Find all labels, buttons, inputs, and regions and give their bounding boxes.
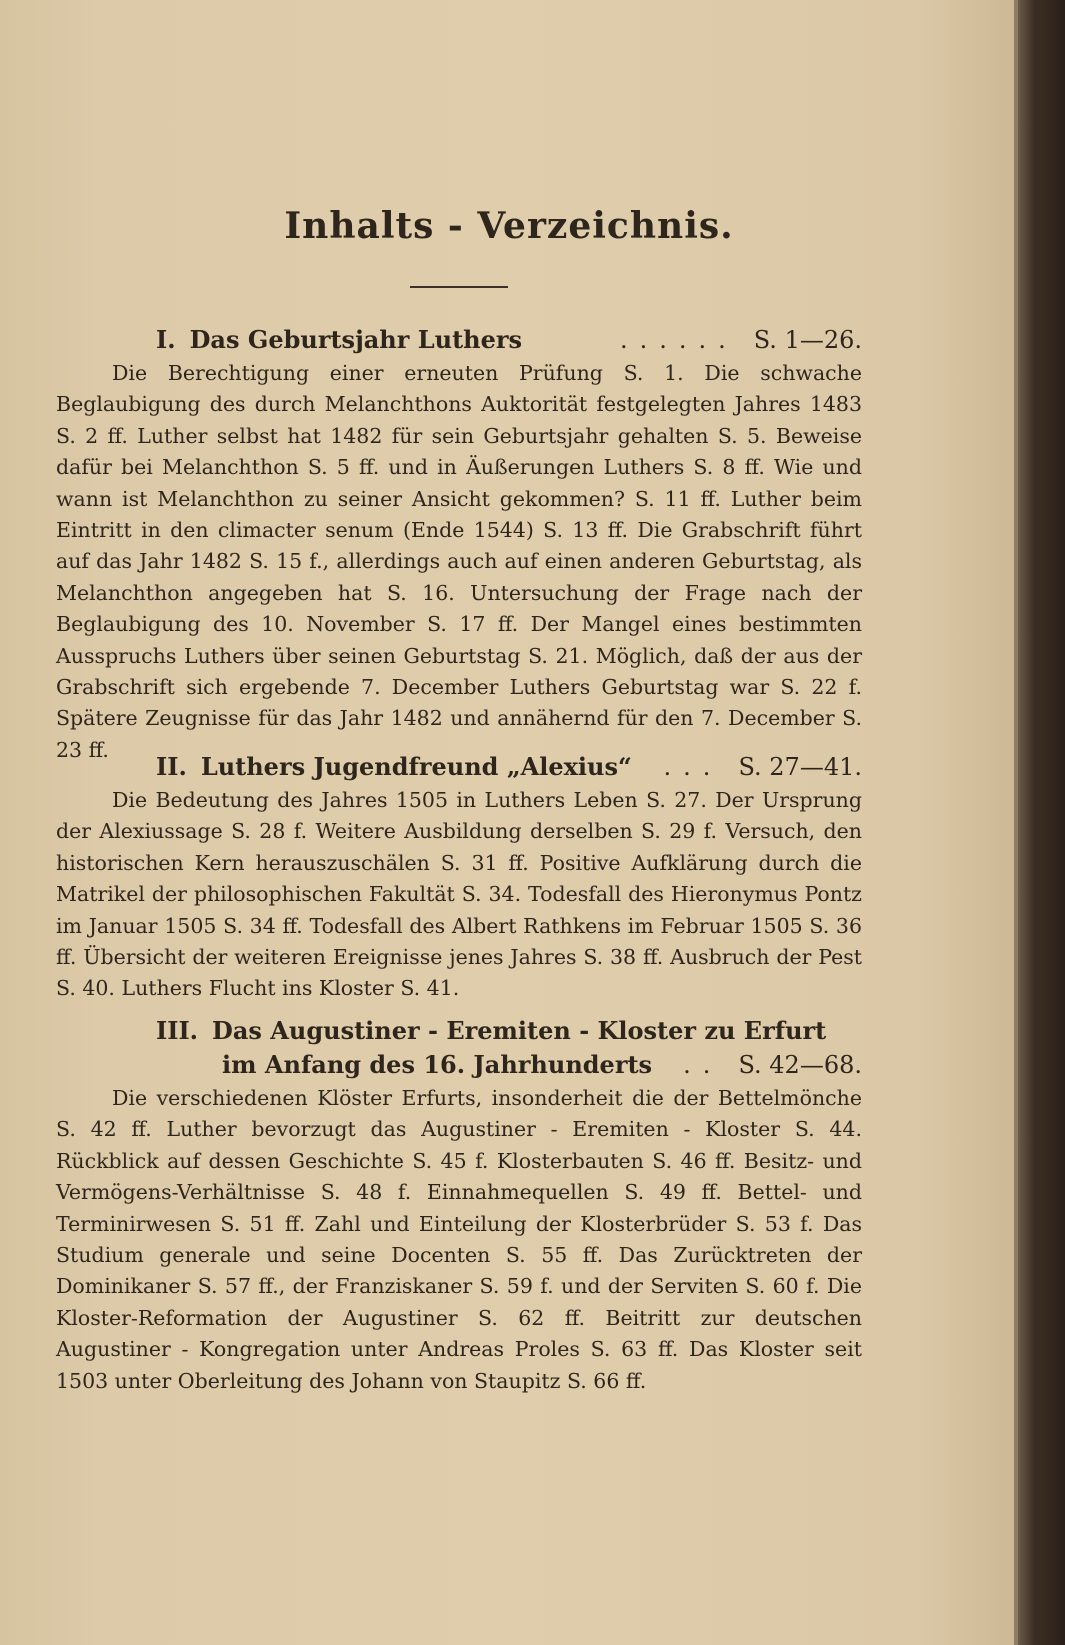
- section-3-leader: ..: [683, 1051, 723, 1079]
- section-3-pages: S. 42—68.: [738, 1051, 862, 1079]
- section-1-heading: [156, 325, 862, 354]
- section-2-leader: ...: [663, 753, 723, 781]
- book-spine: [1018, 0, 1065, 1645]
- section-3-title: Das Augustiner - Eremiten - Kloster zu Erfurt: [212, 1016, 827, 1045]
- section-3-number: III.: [156, 1016, 199, 1045]
- section-2-heading: [156, 752, 862, 781]
- section-3-heading: [156, 1016, 862, 1045]
- section-1-leader: ......: [619, 326, 738, 354]
- title-rule: [410, 286, 508, 288]
- section-3-title-cont: im Anfang des 16. Jahrhunderts: [222, 1050, 653, 1079]
- section-2-pages: S. 27—41.: [738, 753, 862, 781]
- section-3-summary: Die verschiedenen Klöster Erfurts, insonderheit die der Bettelmönche S. 42 ff. Luther bevorzugt das Augustiner - Eremiten - Kloster S. 44. Rückblick auf dessen Geschichte S. 45 f. Klosterbauten S. 46 ff. Besitz- und Vermögens-Verhältnisse S. 48 f. Einnahmequellen S. 49 ff. Bettel- und Terminirwesen S. 51 ff. Zahl und Einteilung der Klosterbrüder S. 53 f. Das Studium generale und seine Docenten S. 55 ff. Das Zurücktreten der Dominikaner S. 57 ff., der Franziskaner S. 59 f. und der Serviten S. 60 f. Die Kloster-Reformation der Augustiner S. 62 ff. Beitritt zur deutschen Augustiner - Kongregation unter Andreas Proles S. 63 ff. Das Kloster seit 1503 unter Oberleitung des Johann von Staupitz S. 66 ff.: [56, 1086, 862, 1393]
- section-1-number: I.: [156, 325, 176, 354]
- section-1-title: Das Geburtsjahr Luthers: [189, 325, 523, 354]
- section-2-number: II.: [156, 752, 187, 781]
- section-2-title: Luthers Jugendfreund „Alexius“: [200, 752, 632, 781]
- section-1-pages: S. 1—26.: [753, 326, 862, 354]
- page-title: Inhalts - Verzeichnis.: [284, 205, 734, 247]
- section-1-summary: Die Berechtigung einer erneuten Prüfung S. 1. Die schwache Beglaubigung des durch Melanchthons Auktorität festgelegten Jahres 1483 S. 2 ff. Luther selbst hat 1482 für sein Geburtsjahr gehalten S. 5. Beweise dafür bei Melanchthon S. 5 ff. und in Äußerungen Luthers S. 8 ff. Wie und wann ist Melanchthon zu seiner Ansicht gekommen? S. 11 ff. Luther beim Eintritt in den climacter senum (Ende 1544) S. 13 ff. Die Grabschrift führt auf das Jahr 1482 S. 15 f., allerdings auch auf einen anderen Geburtstag, als Melanchthon angegeben hat S. 16. Untersuchung der Frage nach der Beglaubigung des 10. November S. 17 ff. Der Mangel eines bestimmten Ausspruchs Luthers über seinen Geburtstag S. 21. Möglich, daß der aus der Grabschrift sich ergebende 7. December Luthers Geburtstag war S. 22 f. Spätere Zeugnisse für das Jahr 1482 und annähernd für den 7. December S. 23 ff.: [56, 361, 862, 762]
- section-3-heading-line2: [222, 1050, 862, 1079]
- section-2-summary: Die Bedeutung des Jahres 1505 in Luthers Leben S. 27. Der Ursprung der Alexiussage S. 28 f. Weitere Ausbildung derselben S. 29 f. Versuch, den historischen Kern herauszuschälen S. 31 ff. Positive Aufklärung durch die Matrikel der philosophischen Fakultät S. 34. Todesfall des Hieronymus Pontz im Januar 1505 S. 34 ff. Todesfall des Albert Rathkens im Februar 1505 S. 36 ff. Übersicht der weiteren Ereignisse jenes Jahres S. 38 ff. Ausbruch der Pest S. 40. Luthers Flucht ins Kloster S. 41.: [56, 788, 862, 1001]
